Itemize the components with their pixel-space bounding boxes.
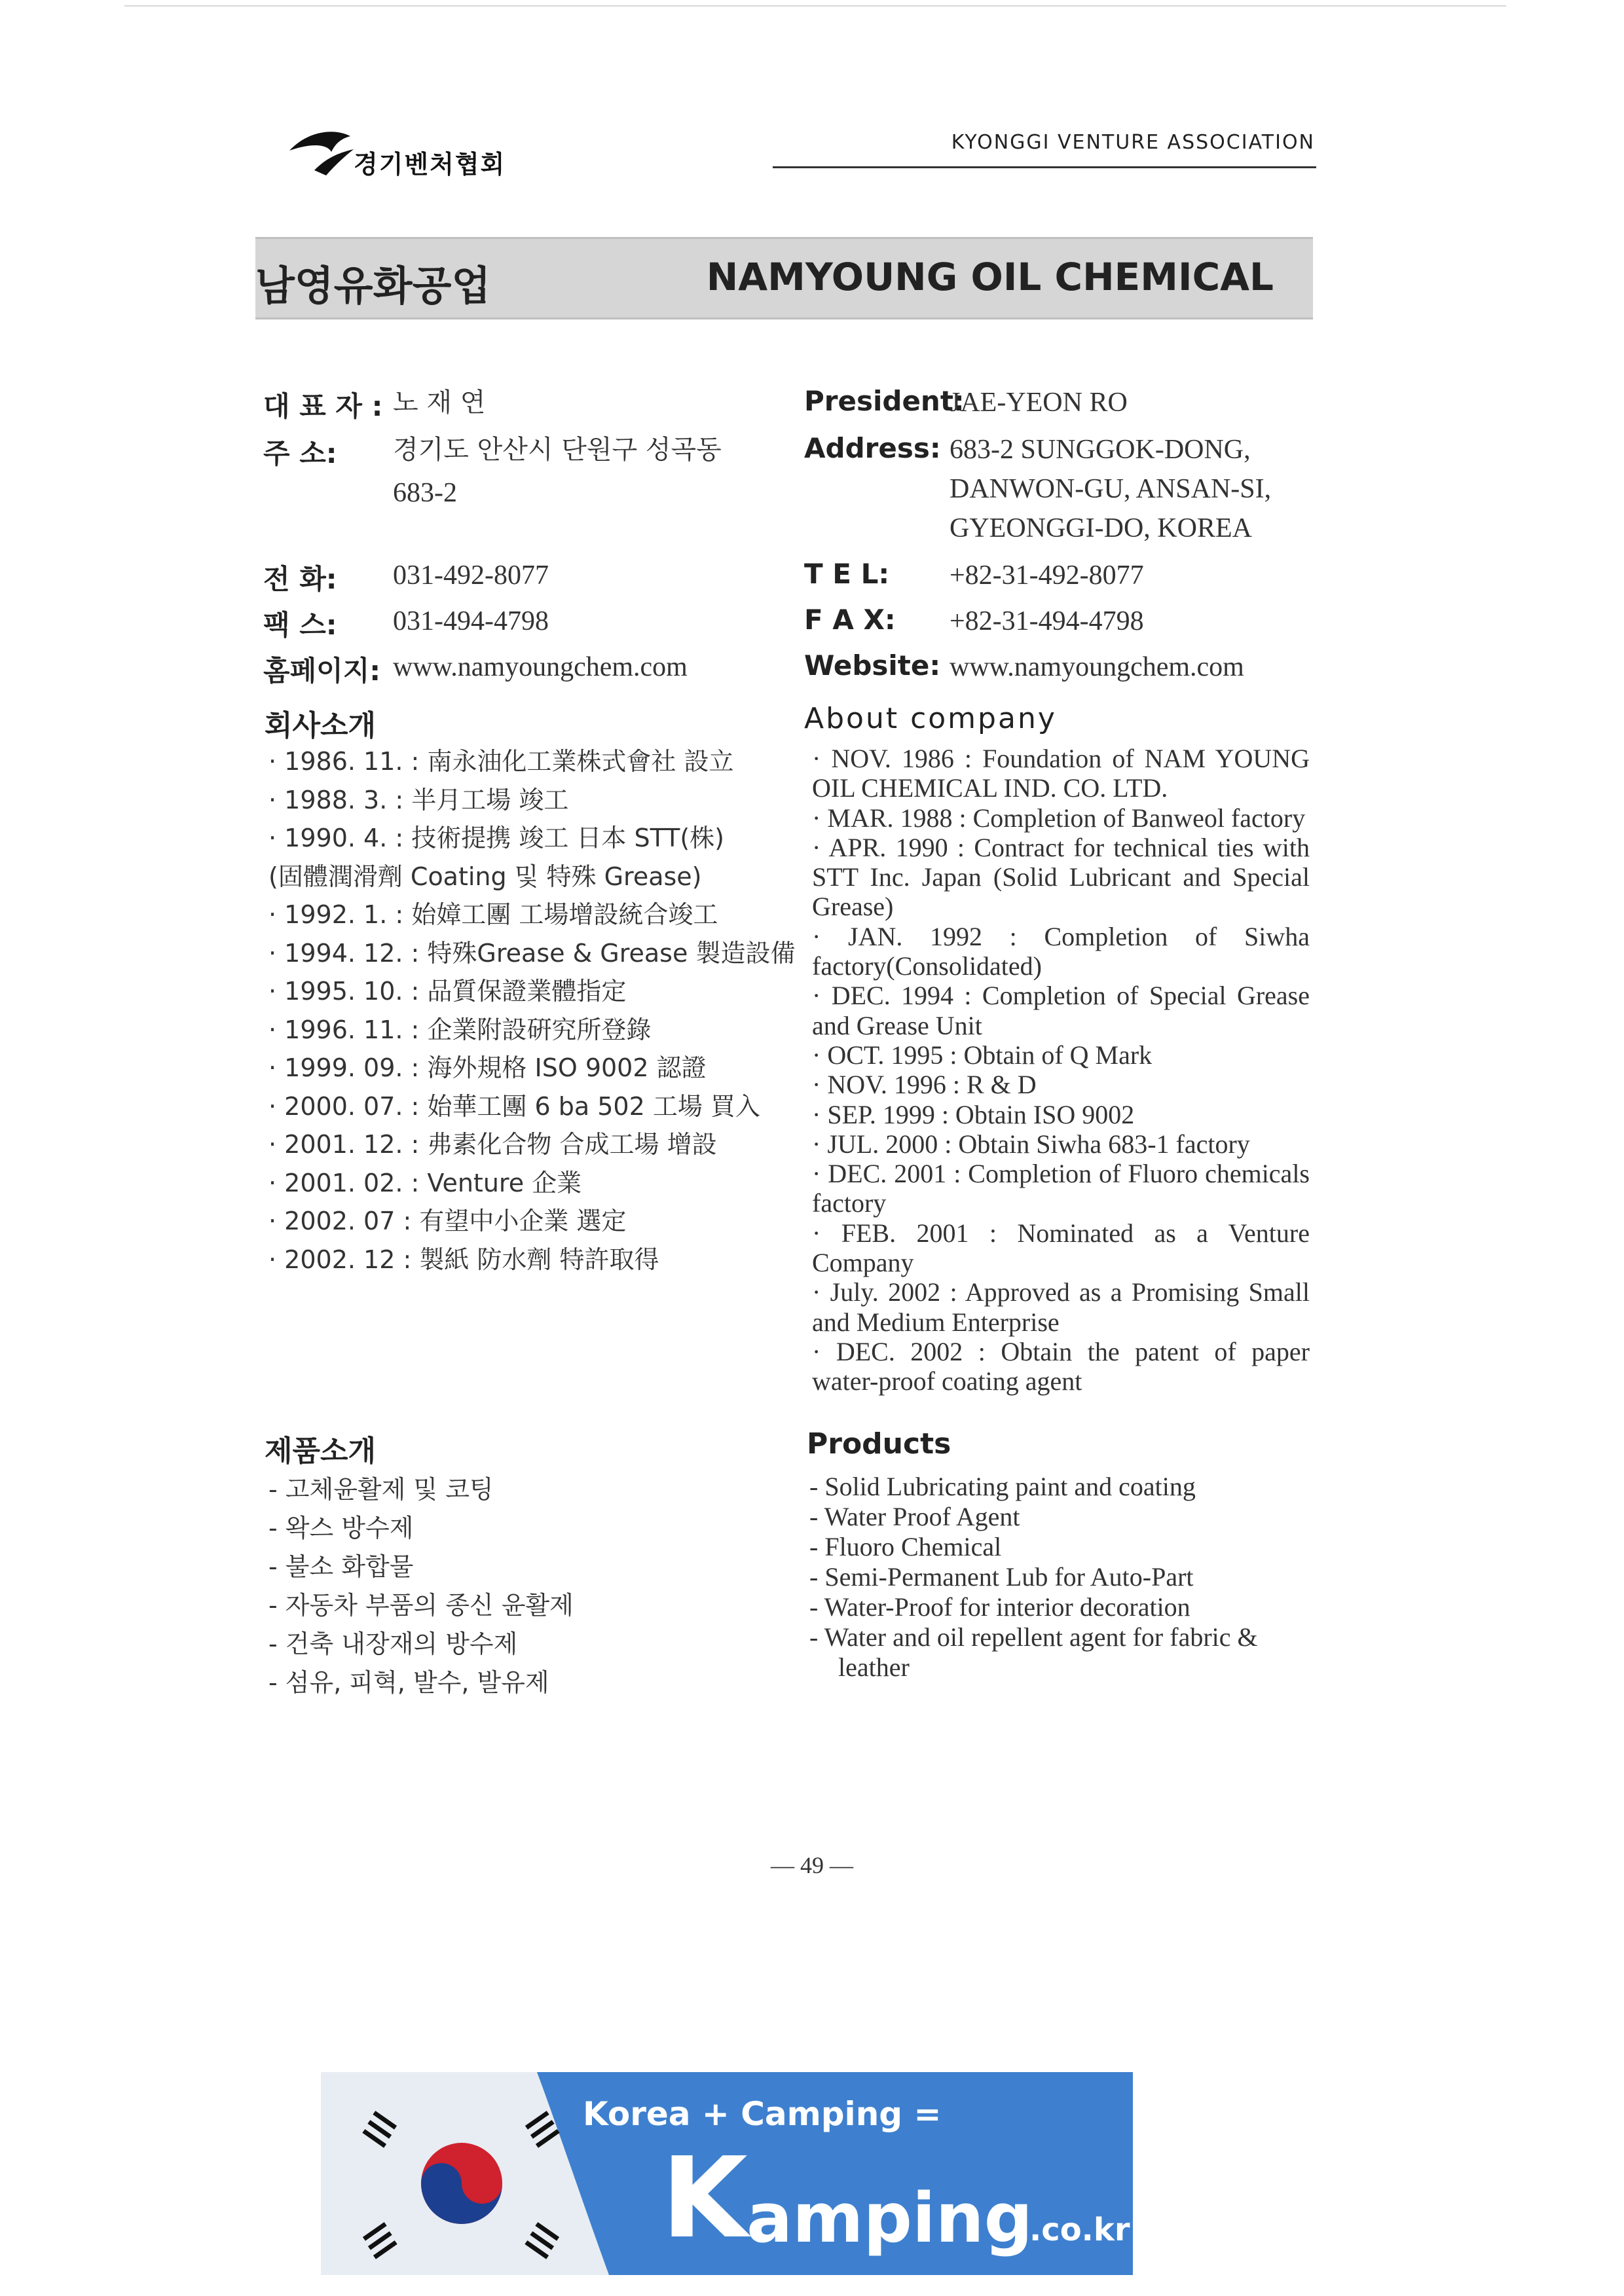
address-line3-en: GYEONGGI-DO, KOREA: [950, 513, 1252, 543]
president-label-en: President:: [804, 385, 965, 417]
header-rule: [773, 166, 1316, 168]
banner-tagline: Korea + Camping =: [583, 2095, 942, 2133]
history-item-en: · MAR. 1988 : Completion of Banweol factory: [812, 803, 1306, 833]
history-item-ko: · 1992. 1. : 始嫜工團 工場增設統合竣工: [268, 900, 718, 929]
company-name-english: NAMYOUNG OIL CHEMICAL: [706, 255, 1274, 299]
history-item-en: · DEC. 2001 : Completion of Fluoro chemicals factory: [812, 1159, 1310, 1218]
history-item-ko: · 1986. 11. : 南永油化工業株式會社 設立: [268, 747, 734, 776]
products-list-en: [809, 1472, 1307, 1683]
history-item-en: · FEB. 2001 : Nominated as a Venture Company: [812, 1218, 1310, 1278]
product-item-en: - Semi-Permanent Lub for Auto-Part: [809, 1562, 1194, 1592]
tel-en: +82-31-492-8077: [950, 560, 1144, 591]
product-item-en: - Fluoro Chemical: [809, 1532, 1002, 1561]
product-item-ko: - 왁스 방수제: [268, 1514, 414, 1542]
website-label-ko: 홈페이지:: [263, 655, 381, 687]
history-item-ko: · 1999. 09. : 海外規格 ISO 9002 認證: [268, 1053, 707, 1082]
history-item-en: · DEC. 1994 : Completion of Special Grease and Grease Unit: [812, 981, 1310, 1040]
fax-label-ko: 팩 스:: [263, 609, 337, 641]
history-item-ko: · 1995. 10. : 品質保證業體指定: [268, 977, 627, 1006]
product-item-ko: - 고체윤활제 및 코팅: [268, 1475, 494, 1504]
association-logo: [288, 124, 563, 183]
address-line1-ko: 경기도 안산시 단원구 성곡동: [393, 435, 722, 465]
products-heading-en: Products: [807, 1427, 951, 1461]
history-list-en: [812, 744, 1310, 1396]
banner-brand: amping: [747, 2178, 1033, 2258]
banner-k-letter: K: [661, 2134, 748, 2263]
history-item-en: · DEC. 2002 : Obtain the patent of paper water-proof coating agent: [812, 1336, 1310, 1396]
president-label-ko: 대 표 자 :: [263, 390, 383, 422]
product-item-ko: - 섬유, 피혁, 발수, 발유제: [268, 1668, 549, 1697]
history-item-en: · July. 2002 : Approved as a Promising Small and Medium Enterprise: [812, 1277, 1310, 1337]
swoosh-logo-icon: [288, 124, 360, 177]
tel-label-ko: 전 화:: [263, 563, 337, 595]
history-item-en: · OCT. 1995 : Obtain of Q Mark: [812, 1040, 1153, 1070]
history-item-ko: · 1990. 4. : 技術提携 竣工 日本 STT(株): [268, 824, 725, 852]
product-item-ko: - 불소 화합물: [268, 1552, 414, 1581]
products-list-ko: [268, 1470, 574, 1702]
president-en: JAE-YEON RO: [950, 388, 1128, 418]
page-number: — 49 —: [771, 1852, 853, 1878]
website-en[interactable]: www.namyoungchem.com: [950, 652, 1244, 682]
address-label-ko: 주 소:: [263, 437, 337, 469]
history-heading-en: About company: [804, 702, 1057, 735]
company-name-korean: 남영유화공업: [255, 262, 491, 310]
products-heading-ko: 제품소개: [265, 1434, 377, 1468]
tel-ko: 031-492-8077: [393, 560, 549, 591]
history-list-ko: [268, 742, 795, 1279]
banner-domain: .co.kr: [1029, 2212, 1130, 2248]
product-item-en: - Water Proof Agent: [809, 1502, 1020, 1531]
tel-label-en: T E L:: [804, 558, 890, 590]
fax-en: +82-31-494-4798: [950, 606, 1144, 636]
history-item-ko: · 1994. 12. : 特殊Grease & Grease 製造設備: [268, 938, 796, 968]
product-item-ko: - 건축 내장재의 방수제: [268, 1630, 518, 1658]
top-rule: [124, 5, 1506, 7]
history-item-ko: (固體潤滑劑 Coating 및 特殊 Grease): [268, 862, 702, 891]
history-item-ko: · 1996. 11. : 企業附設硏究所登錄: [268, 1015, 652, 1044]
history-item-ko: · 2001. 02. : Venture 企業: [268, 1168, 582, 1197]
website-ko[interactable]: www.namyoungchem.com: [393, 652, 688, 682]
history-item-en: · NOV. 1996 : R & D: [812, 1070, 1037, 1100]
history-item-en: · APR. 1990 : Contract for technical ties with STT Inc. Japan (Solid Lubricant and Special Grease): [812, 832, 1310, 922]
fax-label-en: F A X:: [804, 604, 896, 636]
history-item-en: · JAN. 1992 : Completion of Siwha factory(Consolidated): [812, 921, 1310, 981]
product-item-en: - Water-Proof for interior decoration: [809, 1592, 1190, 1622]
product-item-en: - Water and oil repellent agent for fabric & leather: [809, 1622, 1258, 1682]
history-item-ko: · 2002. 12 : 製紙 防水劑 特許取得: [268, 1245, 659, 1274]
president-ko: 노 재 연: [393, 388, 486, 418]
history-item-en: · NOV. 1986 : Foundation of NAM YOUNG OIL CHEMICAL IND. CO. LTD.: [812, 744, 1310, 803]
company-title-bar: [255, 237, 1313, 319]
address-line1-en: 683-2 SUNGGOK-DONG,: [950, 435, 1251, 465]
history-item-en: · SEP. 1999 : Obtain ISO 9002: [812, 1099, 1135, 1129]
history-item-ko: · 2000. 07. : 始華工團 6 ba 502 工場 買入: [268, 1091, 760, 1121]
fax-ko: 031-494-4798: [393, 606, 549, 636]
address-line2-en: DANWON-GU, ANSAN-SI,: [950, 474, 1272, 504]
history-item-en: · JUL. 2000 : Obtain Siwha 683-1 factory: [812, 1129, 1250, 1159]
address-line2-ko: 683-2: [393, 478, 457, 508]
korean-flag-icon: [321, 2072, 609, 2275]
history-item-ko: · 2001. 12. : 弗素化合物 合成工場 增設: [268, 1130, 717, 1159]
address-label-en: Address:: [804, 432, 941, 464]
kamping-banner[interactable]: [321, 2072, 1133, 2275]
association-name: KYONGGI VENTURE ASSOCIATION: [951, 131, 1315, 154]
history-item-ko: · 2002. 07 : 有望中小企業 選定: [268, 1207, 627, 1235]
product-item-en: - Solid Lubricating paint and coating: [809, 1472, 1196, 1501]
product-item-ko: - 자동차 부품의 종신 윤활제: [268, 1591, 574, 1620]
logo-text: 경기벤처협회: [354, 150, 506, 179]
website-label-en: Website:: [804, 649, 941, 682]
history-item-ko: · 1988. 3. : 半月工場 竣工: [268, 785, 569, 814]
history-heading-ko: 회사소개: [265, 709, 377, 742]
